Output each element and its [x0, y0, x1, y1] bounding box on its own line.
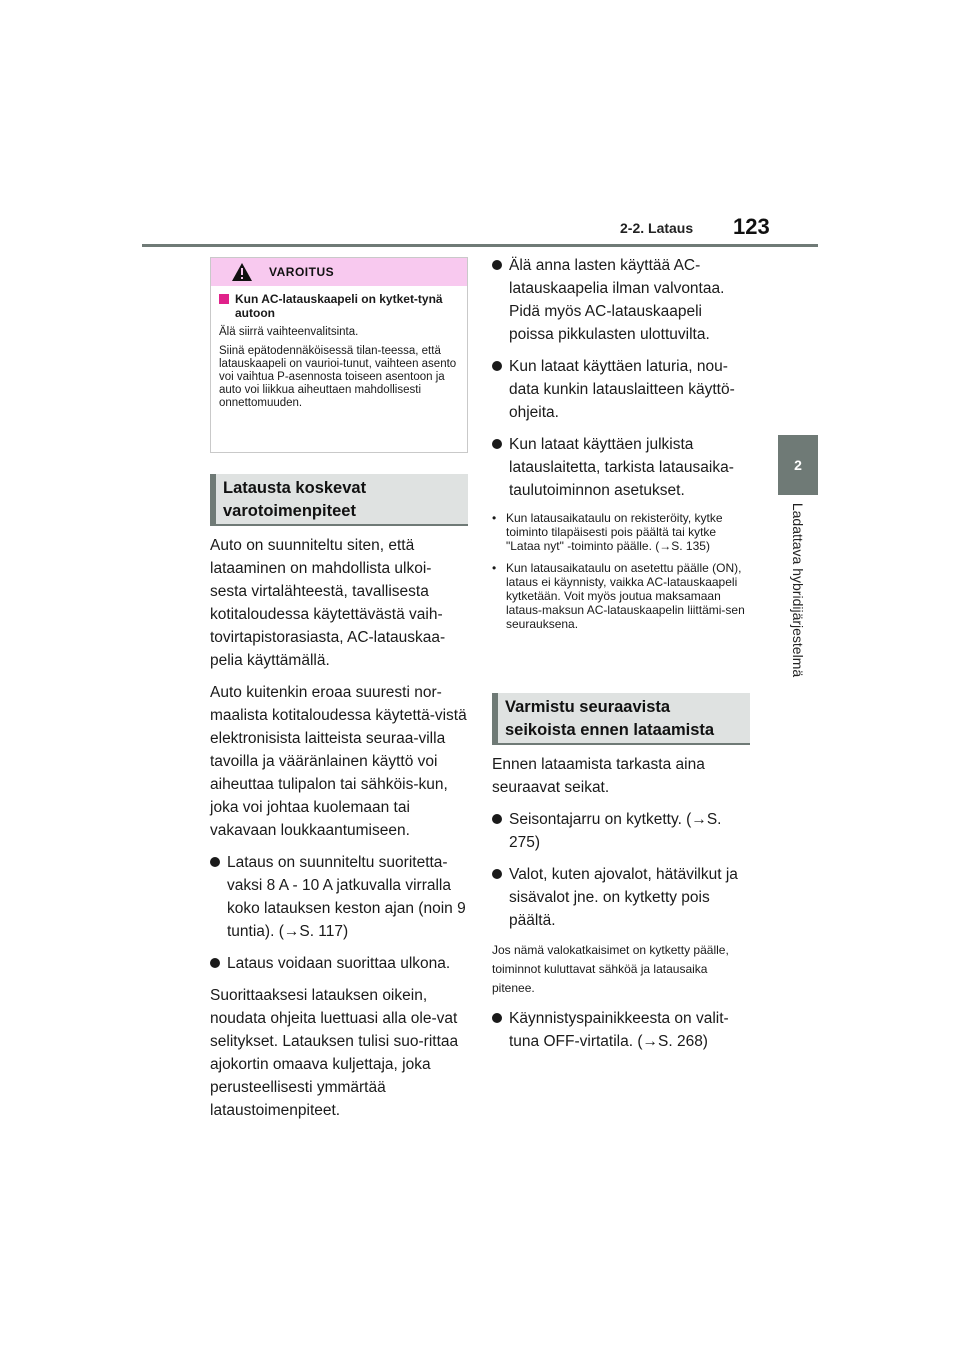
header-divider — [142, 244, 818, 247]
warning-subheading — [219, 292, 459, 320]
page-number: 123 — [733, 214, 770, 239]
note-text: Jos nämä valokatkaisimet on kytketty päälle, toiminnot kuluttavat sähköä ja latausaika pitenee. — [492, 943, 729, 995]
header-section-title: 2-2. Lataus — [620, 220, 694, 236]
body-paragraph: Auto on suunniteltu siten, että lataaminen on mahdollista ulkoi-sesta virtalähteestä, tavallisesta kotitaloudessa käytettävästä vaih-tovirtapistorasiasta, AC-latauskaa-pelia käyttämällä. — [210, 537, 446, 669]
heading-line: varotoimenpiteet — [223, 502, 356, 520]
warning-triangle-icon — [231, 262, 253, 282]
chapter-tab — [778, 435, 818, 495]
warning-header — [211, 258, 467, 286]
bullet-item: Valot, kuten ajovalot, hätävilkut ja sisävalot jne. on kytketty pois päältä. — [492, 863, 750, 932]
heading-line: Latausta koskevat — [223, 479, 367, 497]
body-paragraph: Suorittaaksesi latauksen oikein, noudata ohjeita luettuasi alla ole-vat selitykset. Latauksen tulisi suo-rittaa ajokortin omaava kuljettaja, joka perusteellisesti ymmärtää lataustoimenpiteet. — [210, 987, 459, 1119]
warning-paragraph: Siinä epätodennäköisessä tilan-teessa, että latauskaapeli on vaurioi-tunut, vaihteen asento voi vaihtua P-asennosta toiseen asentoon ja auto voi liikkua aiheuttaen mahdollisesti onnettomuuden. — [219, 345, 457, 409]
section-heading-checks — [492, 693, 750, 745]
body-paragraph: Ennen lataamista tarkasta aina seuraavat seikat. — [492, 756, 705, 796]
body-paragraph: Auto kuitenkin eroaa suuresti nor-maalista kotitaloudessa käytettä-vistä elektronisista laitteista seuraa-villa tavoilla ja vääränlainen käyttö voi aiheuttaa tulipalon tai sähköis-kun, joka voi johtaa kuolemaan tai vakavaan loukkaantumiseen. — [210, 684, 467, 839]
small-bullet-item: • Kun latausaikataulu on asetettu päälle (ON), lataus ei käynnisty, vaikka AC-latauskaapeli kytketään. Voit myös joutua maksamaan lataus-maksun AC-latauskaapelin liittämi-sen seurauksena. — [492, 561, 750, 631]
heading-line: Varmistu seuraavista — [505, 698, 671, 716]
bullet-item: Käynnistyspainikkeesta on valit-tuna OFF-virtatila. (→S. 268) — [492, 1007, 750, 1053]
bullet-item: Seisontajarru on kytketty. (→S. 275) — [492, 808, 750, 854]
square-bullet-icon — [219, 294, 229, 304]
small-bullet-item: • Kun latausaikataulu on rekisteröity, kytke toiminto tilapäisesti pois päältä tai kytke "Lataa nyt" -toiminto päälle. (→S. 135) — [492, 511, 750, 553]
warning-title: VAROITUS — [269, 265, 335, 279]
chapter-title: Ladattava hybridijärjestelmä — [790, 502, 806, 678]
warning-box — [210, 257, 468, 453]
warning-subheading-text: Kun AC-latauskaapeli on kytket-tynä autoon — [235, 292, 443, 320]
right-column-bottom — [492, 753, 750, 1062]
bullet-item: Älä anna lasten käyttää AC-latauskaapelia ilman valvontaa. Pidä myös AC-latauskaapeli poissa pikkulasten ulottuvilta. — [492, 254, 750, 346]
bullet-item: Lataus voidaan suorittaa ulkona. — [210, 952, 468, 975]
bullet-item: Kun lataat käyttäen laturia, nou-data kunkin latauslaitteen käyttö-ohjeita. — [492, 355, 750, 424]
bullet-item: Kun lataat käyttäen julkista latauslaitetta, tarkista latausaika-taulutoiminnon asetukset. — [492, 433, 750, 502]
warning-paragraph: Älä siirrä vaihteenvalitsinta. — [219, 326, 359, 338]
left-column — [210, 534, 468, 1131]
heading-line: seikoista ennen lataamista — [505, 721, 715, 739]
right-column-top — [492, 254, 750, 639]
bullet-item: Lataus on suunniteltu suoritetta-vaksi 8 A - 10 A jatkuvalla virralla koko latauksen keston ajan (noin 9 tuntia). (→S. 117) — [210, 851, 468, 943]
chapter-number: 2 — [794, 457, 802, 473]
section-heading-precautions — [210, 474, 468, 526]
